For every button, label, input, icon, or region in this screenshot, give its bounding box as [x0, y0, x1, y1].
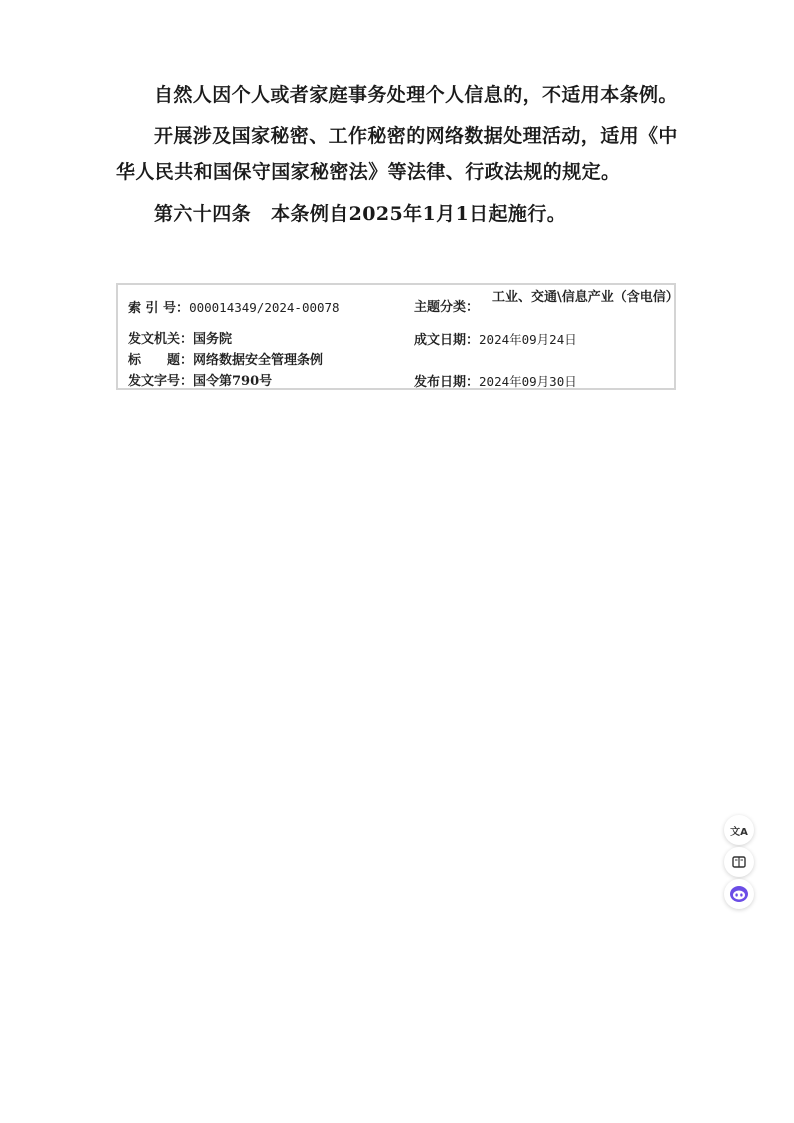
date-made-row [414, 331, 577, 349]
translate-icon: 文A [730, 826, 748, 838]
floating-toolbar [724, 815, 758, 911]
category-label: 主题分类： [414, 300, 480, 315]
translate-button[interactable] [724, 815, 754, 845]
title-value: 网络数据安全管理条例 [193, 353, 324, 368]
reader-icon [732, 856, 746, 868]
paragraph-text: 本条例自2025年1月1日起施行。 [271, 203, 567, 225]
paragraph-text: 开展涉及国家秘密、工作秘密的网络数据处理活动，适用《中华人民共和国保守国家秘密法》等法律、行政法规的规定。 [116, 125, 678, 183]
article-number: 第六十四条 [154, 203, 252, 225]
publish-date-label: 发布日期： [414, 375, 480, 390]
issuer-value: 国务院 [193, 332, 233, 347]
paragraph-personal-info [116, 77, 682, 113]
index-number-value: 000014349/2024-00078 [189, 300, 340, 315]
paragraph-state-secrets [116, 118, 682, 190]
reader-button[interactable] [724, 847, 754, 877]
index-number-row [128, 299, 340, 317]
paragraph-text: 自然人因个人或者家庭事务处理个人信息的，不适用本条例。 [154, 84, 678, 106]
title-label: 标 题： [128, 353, 194, 368]
doc-number-value: 国令第790号 [193, 374, 273, 389]
title-row [128, 352, 323, 369]
doc-number-row [128, 373, 272, 390]
publish-date-value: 2024年09月30日 [479, 374, 577, 389]
publish-date-row [414, 373, 577, 391]
category-value: 工业、交通\信息产业（含电信） [492, 290, 679, 305]
paragraph-effective-date [116, 196, 682, 232]
document-metadata-table [116, 283, 679, 390]
date-made-value: 2024年09月24日 [479, 332, 577, 347]
assistant-button[interactable] [724, 879, 754, 909]
assistant-icon [729, 885, 749, 903]
issuer-row [128, 331, 232, 348]
issuer-label: 发文机关： [128, 332, 194, 347]
date-made-label: 成文日期： [414, 333, 480, 348]
index-number-label: 索 引 号： [128, 301, 190, 316]
doc-number-label: 发文字号： [128, 374, 194, 389]
